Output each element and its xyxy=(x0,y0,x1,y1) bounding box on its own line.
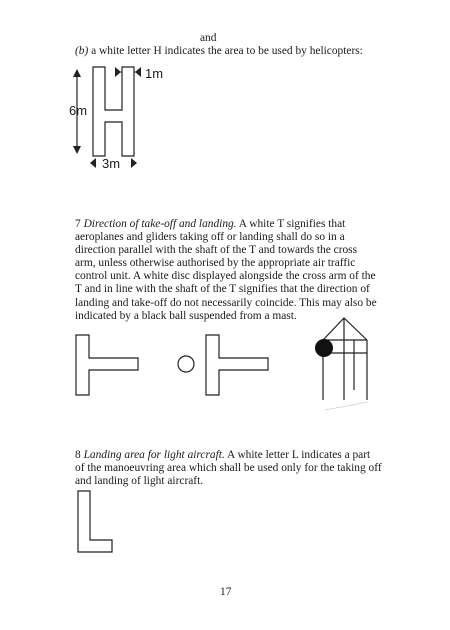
dim-1m-label: 1m xyxy=(145,66,164,81)
section-b-marker: (b) xyxy=(75,45,89,57)
section-7-line-7: landing and take-off do not necessarily coincide. This may also be xyxy=(75,296,377,309)
section-7-line-3: direction parallel with the shaft of the T and towards the cross xyxy=(75,244,358,257)
section-7-line-2: aeroplanes and gliders taking off or landing shall do so in a xyxy=(75,231,345,244)
section-8-title: Landing area for light aircraft. xyxy=(83,449,225,461)
section-8-line-2: of the manoeuvring area which shall be used only for the taking off xyxy=(75,462,382,475)
dim-3m-label: 3m xyxy=(102,156,121,171)
section-7-number: 7 xyxy=(75,218,81,230)
section-8-line-3: and landing of light aircraft. xyxy=(75,475,204,488)
section-7-line-6: T and in line with the shaft of the T signifies that the direction of xyxy=(75,283,370,296)
section-7-title: Direction of take-off and landing. xyxy=(83,218,237,230)
section-7-line-8: indicated by a black ball suspended from a mast. xyxy=(75,309,297,322)
section-b-body: a white letter H indicates the area to be used by helicopters: xyxy=(88,45,363,57)
section-7-line-1-text: A white T signifies that xyxy=(236,218,346,230)
section-7-line-4: arm, unless otherwise authorised by the appropriate air traffic xyxy=(75,257,356,270)
section-8-line-1-text: A white letter L indicates a part xyxy=(224,449,371,461)
white-l-signal xyxy=(78,491,112,552)
section-8-number: 8 xyxy=(75,449,81,461)
page-number: 17 xyxy=(220,586,232,598)
dim-6m-label: 6m xyxy=(69,103,88,118)
connector-and: and xyxy=(200,32,217,44)
section-7-line-5: control unit. A white disc displayed alongside the cross arm of the xyxy=(75,270,376,283)
